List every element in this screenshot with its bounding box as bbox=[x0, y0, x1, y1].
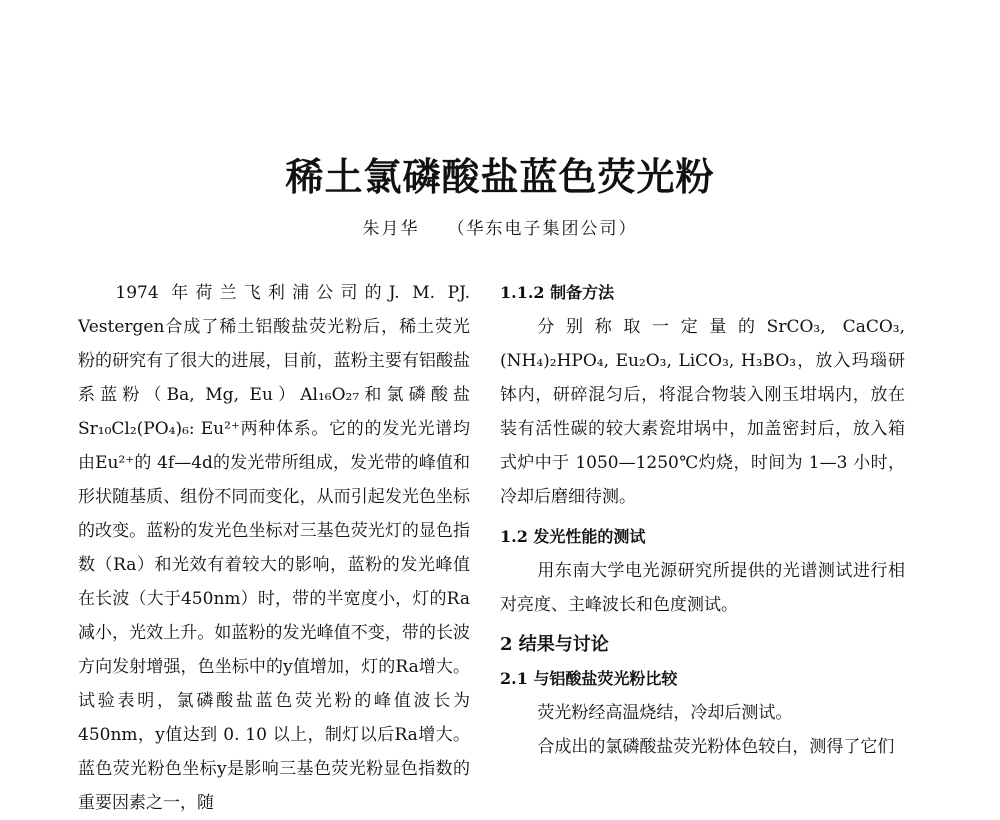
left-column bbox=[78, 276, 470, 820]
author-affiliation: （华东电子集团公司） bbox=[447, 219, 638, 239]
author-name: 朱月华 bbox=[362, 219, 420, 239]
right-column bbox=[500, 276, 905, 764]
article-title: 稀土氯磷酸盐蓝色荧光粉 bbox=[285, 155, 715, 199]
section-2-heading: 2 结果与讨论 bbox=[500, 634, 609, 655]
section-2-1-text: 荧光粉经高温烧结，冷却后测试。 bbox=[537, 703, 793, 723]
byline bbox=[0, 214, 1000, 239]
intro-paragraph: 1974 年荷兰飞利浦公司的J. M. PJ. Vestergen合成了稀土铝酸盐荧光粉后，稀土荧光粉的研究有了很大的进展，目前，蓝粉主要有铝酸盐系蓝粉（Ba, Mg, Eu）Al₁₆O₂₇和氯磷酸盐Sr₁₀Cl₂(PO₄)₆: Eu²⁺两种体系。它的的发光光谱均由Eu²⁺的 4f—4d的发光带所组成，发光带的峰值和形状随基质、组份不同而变化，从而引起发光色坐标的改变。蓝粉的发光色坐标对三基色荧光灯的显色指数（Ra）和光效有着较大的影响，蓝粉的发光峰值在长波（大于450nm）时，带的半宽度小，灯的Ra减小，光效上升。如蓝粉的发光峰值不变，带的长波方向发射增强，色坐标中的y值增加，灯的Ra增大。试验表明，氯磷酸盐蓝色荧光粉的峰值波长为 450nm，y值达到 0. 10 以上，制灯以后Ra增大。蓝色荧光粉色坐标y是影响三基色荧光粉显色指数的重要因素之一，随 bbox=[78, 283, 470, 813]
section-2-1-heading: 2.1 与铝酸盐荧光粉比较 bbox=[500, 669, 678, 688]
section-1-2-heading: 1.2 发光性能的测试 bbox=[500, 527, 646, 546]
section-1-2-text: 用东南大学电光源研究所提供的光谱测试进行相对亮度、主峰波长和色度测试。 bbox=[500, 561, 905, 615]
section-2-1-text-continued: 合成出的氯磷酸盐荧光粉体色较白，测得了它们 bbox=[537, 737, 895, 757]
section-1-1-2-heading: 1.1.2 制备方法 bbox=[500, 283, 615, 302]
section-1-1-2-text: 分别称取一定量的SrCO₃, CaCO₃, (NH₄)₂HPO₄, Eu₂O₃, LiCO₃, H₃BO₃，放入玛瑙研钵内，研碎混匀后，将混合物装入刚玉坩埚内，放在装有活性碳的较大素瓷坩埚中，加盖密封后，放入箱式炉中于 1050—1250℃灼烧，时间为 1—3 小时，冷却后磨细待测。 bbox=[500, 317, 905, 507]
